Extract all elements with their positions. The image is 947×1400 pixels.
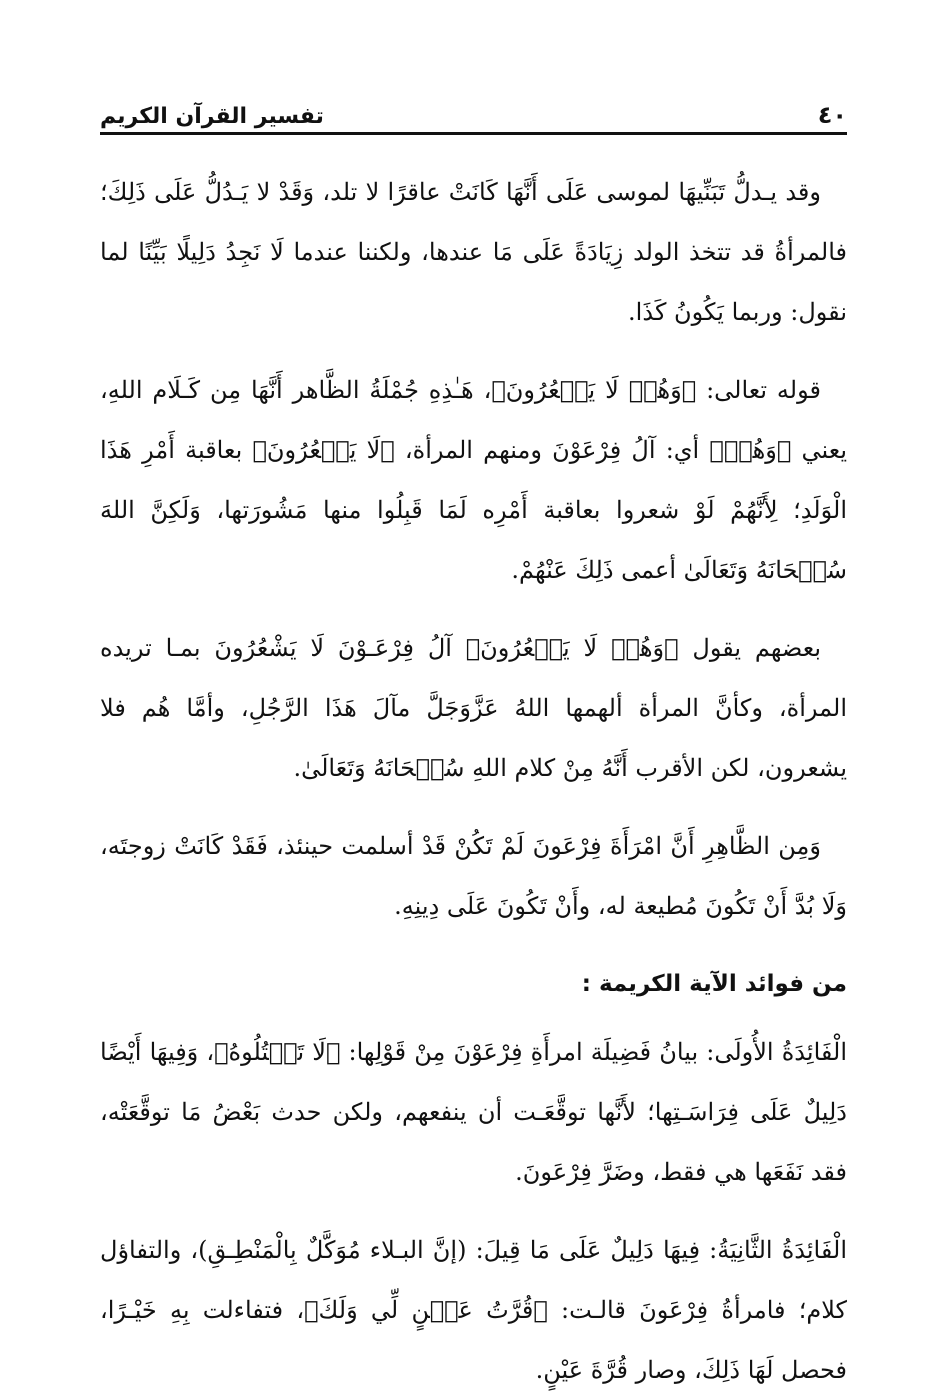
paragraph: قوله تعالى: ﴿وَهُمۡ لَا يَشۡعُرُونَ﴾، هَـٰذِهِ جُمْلَةُ الظَّاهر أَنَّهَا مِن كَـلَام اللهِ، يعني ﴿وَهُمۡ﴾ أي: آلُ فِرْعَوْنَ ومنهم المرأة، ﴿لَا يَشۡعُرُونَ﴾ بعاقبة أَمْرِ هَذَا الْوَلَدِ؛ لِأَنَّهُمْ لَوْ شعروا بعاقبة أَمْرِه لَمَا قَبِلُوا منها مَشُورَتها، وَلَكِنَّ اللهَ سُبۡحَانَهُ وَتَعَالَىٰ أعمى ذَلِكَ عَنْهُمْ. <box>100 376 847 584</box>
paragraph: وَمِن الظَّاهِرِ أَنَّ امْرَأَةَ فِرْعَونَ لَمْ تَكُنْ قَدْ أسلمت حينئذ، فَقَدْ كَانَتْ زوجتَه، وَلَا بُدَّ أَنْ تَكُونَ مُطيعة له، وأَنْ تَكُونَ عَلَى دِينِهِ. <box>100 832 847 920</box>
page-number: ٤٠ <box>817 101 847 129</box>
book-title: تفسير القرآن الكريم <box>100 104 324 129</box>
benefit-paragraph: الْفَائِدَةُ الأُولَى: بيانُ فَضِيلَة امرأَةِ فِرْعَوْنَ مِنْ قَوْلِها: ﴿لَا تَقۡتُلُوهُ﴾، وَفِيهَا أَيْضًا دَلِيلٌ عَلَى فِرَاسَـتِها؛ لأَنَّها توقَّعَـت أن ينفعهم، ولكن حدث بَعْضُ مَا توقَّعَتْه، فقد نَفَعَها هي فقط، وضَرَّ فِرْعَونَ. <box>100 1038 847 1186</box>
body-text <box>100 162 847 1384</box>
header-divider <box>100 132 847 135</box>
page-header <box>100 95 847 129</box>
paragraph: وقد يـدلُّ تَبَنِّيهَا لموسى عَلَى أَنَّهَا كَانَتْ عاقرًا لا تلد، وَقَدْ لا يَـدُلُّ عَلَى ذَلِكَ؛ فالمرأةُ قد تتخذ الولد زِيَادَةً عَلَى مَا عندها، ولكننا عندما لَا نَجِدُ دَلِيلًا بَيِّنًا لما نقول: وربما يَكُونُ كَذَا. <box>100 178 847 326</box>
benefit-paragraph: الْفَائِدَةُ الثَّانِيَةُ: فِيهَا دَلِيلٌ عَلَى مَا قِيلَ: (إنَّ البـلاء مُوَكَّلٌ بِالْمَنْطِـقِ)، والتفاؤل كلام؛ فامرأةُ فِرْعَونَ قالـت: ﴿قُرَّتُ عَيۡنٍ لِّي وَلَكَ﴾، فتفاءلت بِهِ خَيْـرًا، فحصل لَهَا ذَلِكَ، وصار قُرَّةَ عَيْنٍ. <box>100 1236 847 1384</box>
section-heading: من فوائد الآية الكريمة : <box>581 971 847 997</box>
paragraph: بعضهم يقول ﴿وَهُمۡ لَا يَشۡعُرُونَ﴾ آلُ فِرْعَـوْنَ لَا يَشْعُرُونَ بمـا تريده المرأة، وكأنَّ المرأة ألهمها اللهُ عَزَّوَجَلَّ مآلَ هَذَا الرَّجُلِ، وأمَّا هُم فلا يشعرون، لكن الأقرب أَنَّهُ مِنْ كلام اللهِ سُبۡحَانَهُ وَتَعَالَىٰ. <box>100 634 847 782</box>
